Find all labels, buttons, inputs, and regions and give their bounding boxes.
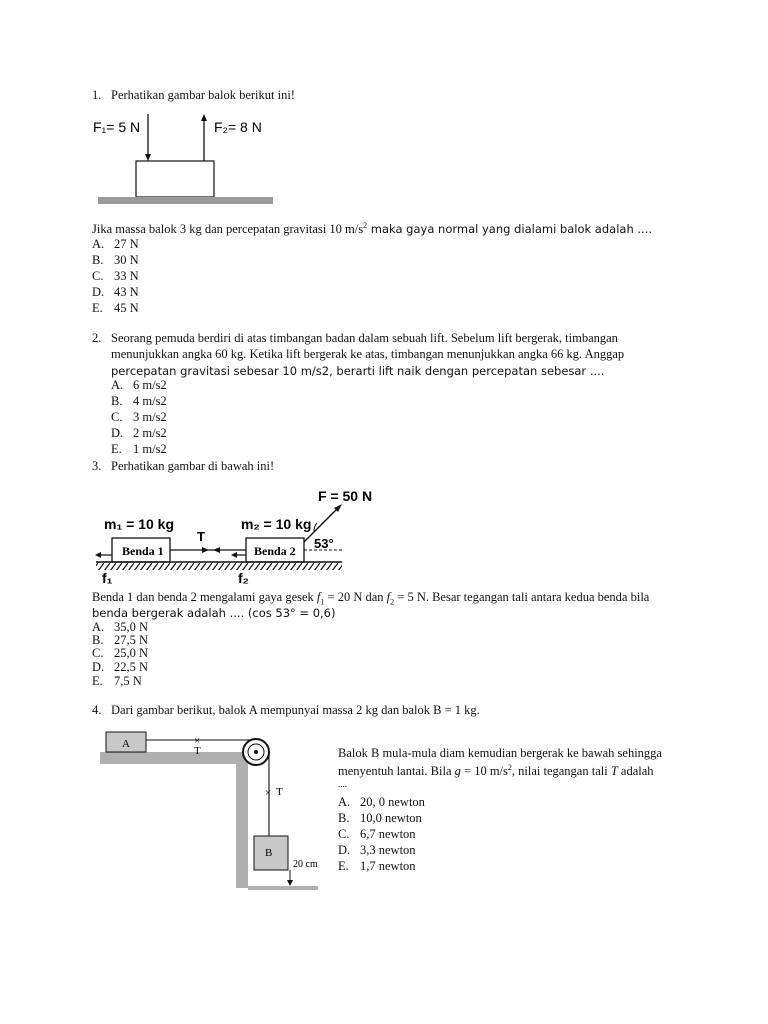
q3-tension-label: T: [197, 529, 205, 544]
q1-block: [136, 161, 214, 197]
q2-line2: menunjukkan angka 60 kg. Ketika lift bergerak ke atas, timbangan menunjukkan angka 66 kg. Anggap: [111, 347, 625, 361]
q4-tension-label-2: T: [276, 786, 283, 798]
q2-line3: percepatan gravitasi sebesar 10 m/s2, berarti lift naik dengan percepatan sebesar ....: [111, 364, 605, 378]
q4-option-b[interactable]: B. 10,0 newton: [338, 811, 422, 825]
q3-block2-label: Benda 2: [254, 544, 296, 558]
q3-option-e[interactable]: E. 7,5 N: [92, 674, 142, 688]
q4-floor: [248, 886, 318, 890]
q1-floor: [98, 197, 273, 204]
q1-option-a[interactable]: A. 27 N: [92, 237, 139, 251]
q4-number: 4.: [92, 703, 102, 717]
svg-text:×: ×: [265, 787, 272, 799]
q1-stem: Jika massa balok 3 kg dan percepatan gravitasi 10 $m/s^2$ maka gaya normal yang dialami balok adalah ....: [92, 221, 653, 237]
q2-option-a[interactable]: A. 6 m/s2: [111, 378, 167, 392]
q4-block-b-label: B: [265, 847, 273, 859]
q3-number: 3.: [92, 459, 102, 473]
q2-number: 2.: [92, 331, 102, 345]
q1-force1-label: F₁= 5 N: [93, 119, 141, 135]
q4-text: Dari gambar berikut, balok A mempunyai massa 2 kg dan balok B = 1 kg.: [111, 703, 480, 717]
q3-line1: Benda 1 dan benda 2 mengalami gaya gesek $f_1 = 20$ N dan $f_2 = 5$ N. Besar tegangan tali antara kedua benda bila: [92, 590, 650, 607]
q4-line3: ....: [338, 779, 347, 789]
q1-option-b[interactable]: B. 30 N: [92, 253, 139, 267]
q2-option-d[interactable]: D. 2 m/s2: [111, 426, 167, 440]
q1-force2-label: F₂= 8 N: [214, 119, 262, 135]
q2-option-c[interactable]: C. 3 m/s2: [111, 410, 167, 424]
q3-option-c[interactable]: C. 25,0 N: [92, 646, 149, 660]
svg-text:×: ×: [194, 735, 201, 747]
q3-line2: benda bergerak adalah .... (cos 53° = 0,6): [92, 606, 336, 620]
q3-option-b[interactable]: B. 27,5 N: [92, 633, 149, 647]
q2-line1: Seorang pemuda berdiri di atas timbangan badan dalam sebuah lift. Sebelum lift bergerak, timbangan: [111, 331, 618, 345]
q1-text: Perhatikan gambar balok berikut ini!: [111, 88, 295, 102]
q3-option-d[interactable]: D. 22,5 N: [92, 660, 149, 674]
q4-option-a[interactable]: A. 20, 0 newton: [338, 795, 425, 809]
q4-tension-label-1: T: [194, 745, 201, 757]
q3-mass1-label: m₁ = 10 kg: [104, 516, 174, 532]
q3-figure: [92, 483, 392, 588]
q4-figure: [100, 724, 330, 892]
q1-option-d[interactable]: D. 43 N: [92, 285, 139, 299]
q2-option-e[interactable]: E. 1 m/s2: [111, 442, 167, 456]
q4-line1: Balok B mula-mula diam kemudian bergerak ke bawah sehingga: [338, 746, 662, 760]
q4-line2: menyentuh lantai. Bila g = 10 $m/s^2$, nilai tegangan tali T adalah: [338, 763, 654, 779]
q3-text: Perhatikan gambar di bawah ini!: [111, 459, 275, 473]
q1-figure: [90, 112, 290, 207]
q3-angle-label: 53°: [314, 536, 334, 551]
q4-table: [100, 752, 248, 764]
q4-option-d[interactable]: D. 3,3 newton: [338, 843, 416, 857]
q4-block-a-label: A: [122, 738, 130, 750]
q4-table-leg: [236, 752, 248, 888]
q1-option-c[interactable]: C. 33 N: [92, 269, 139, 283]
q3-block1-label: Benda 1: [122, 544, 164, 558]
q2-option-b[interactable]: B. 4 m/s2: [111, 394, 167, 408]
q3-friction1-label: f₁: [102, 570, 113, 586]
q1-option-e[interactable]: E. 45 N: [92, 301, 139, 315]
q3-force-label: F = 50 N: [318, 488, 373, 504]
q4-option-c[interactable]: C. 6,7 newton: [338, 827, 416, 841]
q3-friction2-label: f₂: [238, 570, 249, 586]
q1-number: 1.: [92, 88, 102, 102]
q3-option-a[interactable]: A. 35,0 N: [92, 620, 149, 634]
q3-mass2-label: m₂ = 10 kg: [241, 516, 312, 532]
q4-distance-label: 20 cm: [293, 859, 318, 870]
q4-option-e[interactable]: E. 1,7 newton: [338, 859, 416, 873]
